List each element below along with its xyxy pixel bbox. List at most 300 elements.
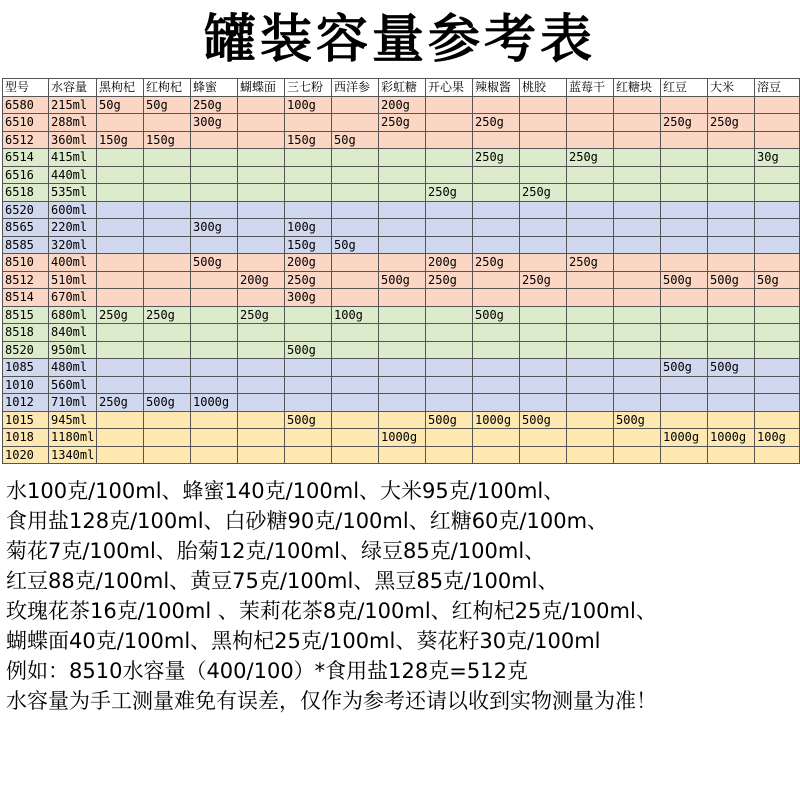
table-cell (144, 114, 191, 132)
table-cell (567, 376, 614, 394)
table-cell (567, 429, 614, 447)
table-cell: 500g (379, 271, 426, 289)
table-row (3, 131, 800, 149)
table-cell (332, 271, 379, 289)
model-cell: 1020 (3, 446, 49, 464)
table-cell: 150g (285, 131, 332, 149)
table-cell (191, 289, 238, 307)
table-cell (332, 201, 379, 219)
table-cell: 500g (285, 341, 332, 359)
table-cell: 50g (144, 96, 191, 114)
table-cell (473, 359, 520, 377)
table-cell (661, 411, 708, 429)
table-cell (661, 184, 708, 202)
table-cell (379, 131, 426, 149)
table-cell (238, 254, 285, 272)
table-row (3, 411, 800, 429)
table-cell (191, 306, 238, 324)
table-cell (755, 341, 800, 359)
table-cell (755, 96, 800, 114)
table-cell: 100g (755, 429, 800, 447)
table-cell (708, 219, 755, 237)
water-capacity-cell: 600ml (49, 201, 97, 219)
table-cell: 250g (144, 306, 191, 324)
table-cell: 1000g (661, 429, 708, 447)
note-line: 水100克/100ml、蜂蜜140克/100ml、大米95克/100ml、 (6, 479, 565, 503)
table-cell (379, 201, 426, 219)
table-cell (614, 219, 661, 237)
table-cell (614, 341, 661, 359)
table-cell (238, 184, 285, 202)
table-cell (97, 254, 144, 272)
table-row (3, 306, 800, 324)
note-line: 红豆88克/100ml、黄豆75克/100ml、黑豆85克/100ml、 (6, 569, 559, 593)
conversion-notes (6, 476, 796, 716)
water-capacity-cell: 215ml (49, 96, 97, 114)
table-cell: 250g (238, 306, 285, 324)
table-row (3, 96, 800, 114)
table-cell: 250g (567, 149, 614, 167)
table-cell (332, 219, 379, 237)
table-cell (144, 324, 191, 342)
table-cell (191, 236, 238, 254)
note-line: 玫瑰花茶16克/100ml 、茉莉花茶8克/100ml、红枸杞25克/100ml、 (6, 599, 657, 623)
table-cell (144, 411, 191, 429)
table-cell (567, 236, 614, 254)
water-capacity-cell: 670ml (49, 289, 97, 307)
model-cell: 8565 (3, 219, 49, 237)
model-cell: 1010 (3, 376, 49, 394)
table-cell (97, 149, 144, 167)
table-cell (520, 306, 567, 324)
water-capacity-cell: 510ml (49, 271, 97, 289)
table-cell: 500g (661, 271, 708, 289)
table-cell (426, 376, 473, 394)
table-cell: 200g (379, 96, 426, 114)
table-cell (238, 446, 285, 464)
table-cell (708, 446, 755, 464)
table-cell (97, 201, 144, 219)
table-cell (332, 114, 379, 132)
table-cell (97, 359, 144, 377)
table-cell (285, 394, 332, 412)
capacity-table (2, 78, 800, 464)
table-cell (332, 254, 379, 272)
table-cell (755, 131, 800, 149)
table-cell (520, 376, 567, 394)
model-cell: 6520 (3, 201, 49, 219)
table-cell (426, 429, 473, 447)
table-cell (285, 376, 332, 394)
table-cell (473, 376, 520, 394)
table-cell (708, 411, 755, 429)
table-cell: 250g (191, 96, 238, 114)
table-cell (97, 376, 144, 394)
column-header: 开心果 (426, 79, 473, 97)
table-cell (238, 429, 285, 447)
table-row (3, 219, 800, 237)
table-cell (379, 219, 426, 237)
table-cell: 300g (191, 114, 238, 132)
water-capacity-cell: 320ml (49, 236, 97, 254)
table-cell (144, 446, 191, 464)
column-header: 型号 (3, 79, 49, 97)
table-cell: 250g (473, 149, 520, 167)
table-cell (426, 324, 473, 342)
table-cell (473, 271, 520, 289)
column-header: 桃胶 (520, 79, 567, 97)
water-capacity-cell: 415ml (49, 149, 97, 167)
table-row (3, 236, 800, 254)
table-cell (520, 359, 567, 377)
table-cell: 100g (285, 96, 332, 114)
table-cell (614, 149, 661, 167)
table-cell: 50g (97, 96, 144, 114)
table-cell: 500g (661, 359, 708, 377)
table-cell: 250g (426, 184, 473, 202)
table-cell (379, 341, 426, 359)
table-cell (332, 166, 379, 184)
column-header: 溶豆 (755, 79, 800, 97)
table-cell (426, 114, 473, 132)
table-cell (755, 166, 800, 184)
table-cell (97, 429, 144, 447)
table-cell (520, 166, 567, 184)
table-row (3, 324, 800, 342)
table-cell (426, 289, 473, 307)
table-cell (97, 166, 144, 184)
table-cell: 500g (144, 394, 191, 412)
table-cell (614, 394, 661, 412)
column-header: 辣椒酱 (473, 79, 520, 97)
table-cell (567, 289, 614, 307)
table-cell (755, 324, 800, 342)
table-cell: 300g (191, 219, 238, 237)
table-cell (614, 289, 661, 307)
model-cell: 8514 (3, 289, 49, 307)
table-cell: 200g (426, 254, 473, 272)
table-cell (661, 166, 708, 184)
table-cell (191, 341, 238, 359)
table-cell (614, 236, 661, 254)
table-cell (708, 341, 755, 359)
table-cell (708, 306, 755, 324)
table-cell (426, 201, 473, 219)
table-cell (97, 236, 144, 254)
table-cell (238, 166, 285, 184)
table-cell (567, 96, 614, 114)
water-capacity-cell: 945ml (49, 411, 97, 429)
table-cell (520, 429, 567, 447)
table-cell (144, 271, 191, 289)
table-cell (520, 446, 567, 464)
table-cell (567, 324, 614, 342)
table-cell (379, 394, 426, 412)
table-cell: 100g (332, 306, 379, 324)
model-cell: 8512 (3, 271, 49, 289)
table-cell (238, 236, 285, 254)
table-cell: 500g (191, 254, 238, 272)
table-cell (755, 236, 800, 254)
table-cell (520, 114, 567, 132)
table-cell (567, 131, 614, 149)
table-cell: 30g (755, 149, 800, 167)
table-header-row (3, 79, 800, 97)
table-cell (426, 446, 473, 464)
table-cell (285, 149, 332, 167)
table-cell (191, 359, 238, 377)
table-cell (567, 201, 614, 219)
table-cell (708, 376, 755, 394)
table-cell (708, 394, 755, 412)
table-cell (144, 149, 191, 167)
model-cell: 8510 (3, 254, 49, 272)
table-cell (238, 219, 285, 237)
note-line: 菊花7克/100ml、胎菊12克/100ml、绿豆85克/100ml、 (6, 539, 546, 563)
table-cell: 500g (285, 411, 332, 429)
model-cell: 6514 (3, 149, 49, 167)
table-row (3, 359, 800, 377)
table-cell (614, 446, 661, 464)
table-cell (520, 131, 567, 149)
model-cell: 6512 (3, 131, 49, 149)
water-capacity-cell: 1340ml (49, 446, 97, 464)
table-cell (144, 429, 191, 447)
table-cell (191, 149, 238, 167)
table-cell (755, 446, 800, 464)
table-cell: 250g (97, 306, 144, 324)
table-cell (191, 411, 238, 429)
table-cell: 500g (708, 271, 755, 289)
table-cell (614, 96, 661, 114)
table-cell (191, 184, 238, 202)
table-cell (661, 201, 708, 219)
table-cell (614, 114, 661, 132)
table-cell (614, 271, 661, 289)
table-cell: 1000g (191, 394, 238, 412)
table-cell (238, 96, 285, 114)
table-cell (614, 201, 661, 219)
table-cell (661, 131, 708, 149)
table-cell (144, 166, 191, 184)
table-cell (567, 166, 614, 184)
table-cell (426, 219, 473, 237)
table-cell (191, 446, 238, 464)
table-cell (332, 289, 379, 307)
table-cell (379, 411, 426, 429)
table-cell: 250g (473, 254, 520, 272)
table-cell (97, 271, 144, 289)
table-row (3, 289, 800, 307)
table-cell (755, 376, 800, 394)
table-cell (567, 394, 614, 412)
table-cell: 150g (285, 236, 332, 254)
table-cell (426, 149, 473, 167)
water-capacity-cell: 560ml (49, 376, 97, 394)
model-cell: 1018 (3, 429, 49, 447)
table-cell (473, 446, 520, 464)
table-cell (473, 324, 520, 342)
table-cell (97, 219, 144, 237)
column-header: 红糖块 (614, 79, 661, 97)
table-cell (332, 96, 379, 114)
table-cell (426, 166, 473, 184)
table-cell (520, 341, 567, 359)
table-cell: 250g (520, 271, 567, 289)
table-cell (473, 166, 520, 184)
table-cell (97, 289, 144, 307)
table-cell (191, 166, 238, 184)
table-cell (614, 324, 661, 342)
table-cell (238, 149, 285, 167)
table-cell: 1000g (473, 411, 520, 429)
table-row (3, 184, 800, 202)
column-header: 西洋参 (332, 79, 379, 97)
table-cell: 200g (238, 271, 285, 289)
table-cell (238, 289, 285, 307)
table-row (3, 114, 800, 132)
table-cell (332, 446, 379, 464)
table-cell (332, 149, 379, 167)
table-cell: 50g (332, 236, 379, 254)
table-cell (332, 429, 379, 447)
note-line: 水容量为手工测量难免有误差，仅作为参考还请以收到实物测量为准！ (6, 689, 657, 713)
table-cell (285, 114, 332, 132)
water-capacity-cell: 950ml (49, 341, 97, 359)
table-cell: 250g (285, 271, 332, 289)
table-row (3, 254, 800, 272)
table-cell (379, 236, 426, 254)
table-cell (285, 184, 332, 202)
table-cell (191, 131, 238, 149)
table-cell: 100g (285, 219, 332, 237)
table-cell (520, 236, 567, 254)
table-cell (614, 429, 661, 447)
table-cell (520, 324, 567, 342)
table-cell (708, 236, 755, 254)
table-cell (238, 376, 285, 394)
table-cell (285, 446, 332, 464)
model-cell: 1085 (3, 359, 49, 377)
table-cell (285, 359, 332, 377)
water-capacity-cell: 710ml (49, 394, 97, 412)
table-cell (379, 359, 426, 377)
table-cell (379, 254, 426, 272)
column-header: 红豆 (661, 79, 708, 97)
table-cell (567, 341, 614, 359)
table-cell (191, 324, 238, 342)
table-cell (614, 376, 661, 394)
table-cell (708, 254, 755, 272)
table-cell (661, 254, 708, 272)
table-cell (520, 96, 567, 114)
table-cell (238, 114, 285, 132)
table-cell (614, 306, 661, 324)
table-cell (332, 341, 379, 359)
table-cell (567, 446, 614, 464)
table-cell (661, 446, 708, 464)
table-cell (97, 446, 144, 464)
table-cell (144, 254, 191, 272)
table-cell (379, 149, 426, 167)
water-capacity-cell: 440ml (49, 166, 97, 184)
table-cell: 250g (97, 394, 144, 412)
table-cell (191, 271, 238, 289)
table-cell (285, 306, 332, 324)
table-cell (426, 359, 473, 377)
table-cell (708, 131, 755, 149)
table-cell (144, 341, 191, 359)
table-cell (520, 289, 567, 307)
table-cell (520, 219, 567, 237)
table-cell (755, 359, 800, 377)
table-cell (755, 394, 800, 412)
table-cell (144, 201, 191, 219)
table-cell: 500g (426, 411, 473, 429)
page-title: 罐装容量参考表 (203, 10, 596, 70)
model-cell: 8520 (3, 341, 49, 359)
table-cell (238, 341, 285, 359)
table-cell (97, 341, 144, 359)
table-cell (567, 411, 614, 429)
table-cell (238, 131, 285, 149)
table-cell: 500g (614, 411, 661, 429)
table-cell (426, 394, 473, 412)
table-cell (661, 236, 708, 254)
column-header: 蜂蜜 (191, 79, 238, 97)
table-cell (144, 236, 191, 254)
model-cell: 6510 (3, 114, 49, 132)
table-cell: 250g (567, 254, 614, 272)
table-cell (661, 289, 708, 307)
table-cell (614, 254, 661, 272)
table-cell (426, 131, 473, 149)
column-header: 水容量 (49, 79, 97, 97)
table-cell (332, 324, 379, 342)
table-cell (285, 429, 332, 447)
table-cell (144, 376, 191, 394)
table-row (3, 201, 800, 219)
table-cell (473, 184, 520, 202)
table-cell (661, 219, 708, 237)
table-cell (661, 306, 708, 324)
table-cell (755, 184, 800, 202)
table-cell: 50g (332, 131, 379, 149)
table-cell (520, 149, 567, 167)
table-cell: 250g (473, 114, 520, 132)
table-cell (567, 306, 614, 324)
table-cell (473, 236, 520, 254)
column-header: 蝴蝶面 (238, 79, 285, 97)
table-cell (473, 201, 520, 219)
water-capacity-cell: 480ml (49, 359, 97, 377)
table-cell (332, 411, 379, 429)
table-cell (473, 394, 520, 412)
table-cell (473, 96, 520, 114)
table-cell (97, 114, 144, 132)
table-cell (238, 394, 285, 412)
table-cell (332, 184, 379, 202)
table-cell (379, 289, 426, 307)
table-cell (332, 394, 379, 412)
table-row (3, 166, 800, 184)
model-cell: 8515 (3, 306, 49, 324)
table-cell (379, 446, 426, 464)
table-cell (614, 166, 661, 184)
table-cell (661, 376, 708, 394)
table-cell (708, 201, 755, 219)
water-capacity-cell: 288ml (49, 114, 97, 132)
